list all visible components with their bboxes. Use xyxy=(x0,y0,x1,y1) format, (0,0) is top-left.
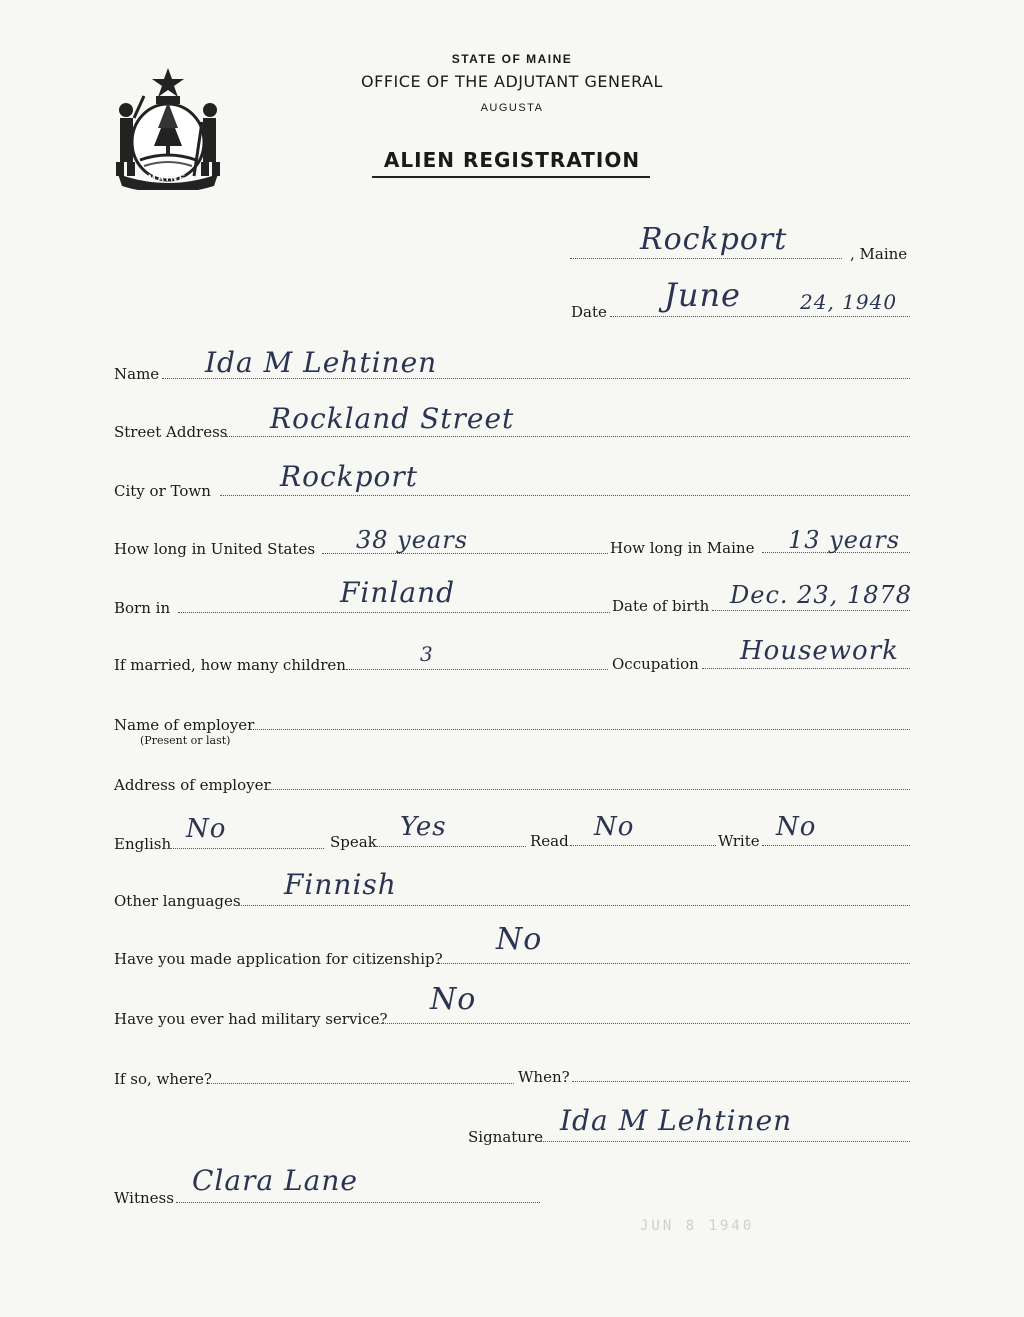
employer-name-label: Name of employer xyxy=(114,716,255,734)
read-value: No xyxy=(594,812,635,842)
born-in-label: Born in xyxy=(114,599,171,617)
occupation-label: Occupation xyxy=(612,655,699,673)
header-city: AUGUSTA xyxy=(480,102,544,114)
military-line xyxy=(376,1023,910,1024)
how-long-us-value: 38 years xyxy=(356,526,469,554)
signature-line xyxy=(540,1141,910,1142)
signature-value: Ida M Lehtinen xyxy=(560,1104,793,1137)
employer-address-line xyxy=(268,789,910,790)
witness-value: Clara Lane xyxy=(192,1164,358,1197)
born-in-value: Finland xyxy=(340,576,456,609)
occupation-line xyxy=(702,668,910,669)
signature-label: Signature xyxy=(468,1128,544,1146)
born-in-line xyxy=(178,612,610,613)
header-office: OFFICE OF THE ADJUTANT GENERAL xyxy=(361,72,663,91)
header-state: STATE OF MAINE xyxy=(451,52,573,66)
read-line xyxy=(570,845,716,846)
where-line xyxy=(208,1083,514,1084)
title-underline xyxy=(372,176,650,178)
city-line xyxy=(220,495,910,496)
children-label: If married, how many children xyxy=(114,656,346,674)
occupation-value: Housework xyxy=(740,636,899,666)
speak-label: Speak xyxy=(330,833,377,851)
town-suffix-label: , Maine xyxy=(850,245,908,263)
form-title: ALIEN REGISTRATION xyxy=(383,148,641,172)
received-stamp: JUN 8 1940 xyxy=(640,1218,755,1234)
how-long-maine-label: How long in Maine xyxy=(610,539,755,557)
other-languages-line xyxy=(234,905,910,906)
children-line xyxy=(346,669,608,670)
english-value: No xyxy=(186,814,227,844)
date-line xyxy=(610,316,910,317)
write-value: No xyxy=(776,812,817,842)
write-label: Write xyxy=(718,832,760,850)
date-of-birth-label: Date of birth xyxy=(612,597,710,615)
citizenship-line xyxy=(436,963,910,964)
name-value: Ida M Lehtinen xyxy=(205,346,438,379)
street-address-line xyxy=(226,436,910,437)
city-value: Rockport xyxy=(280,460,419,493)
street-address-value: Rockland Street xyxy=(270,402,515,435)
other-languages-value: Finnish xyxy=(284,868,397,901)
children-value: 3 xyxy=(420,642,434,666)
where-label: If so, where? xyxy=(114,1070,212,1088)
how-long-us-label: How long in United States xyxy=(114,540,316,558)
employer-address-label: Address of employer xyxy=(114,776,271,794)
witness-label: Witness xyxy=(114,1189,174,1207)
citizenship-label: Have you made application for citizenship? xyxy=(114,950,443,968)
citizenship-value: No xyxy=(496,922,543,957)
date-of-birth-value: Dec. 23, 1878 xyxy=(730,581,913,609)
speak-value: Yes xyxy=(400,812,447,842)
speak-line xyxy=(374,846,526,847)
name-label: Name xyxy=(114,365,160,383)
date-of-birth-line xyxy=(712,610,910,611)
other-languages-label: Other languages xyxy=(114,892,241,910)
write-line xyxy=(762,845,910,846)
when-label: When? xyxy=(518,1068,570,1086)
english-line xyxy=(168,848,324,849)
employer-note: (Present or last) xyxy=(140,734,231,747)
military-label: Have you ever had military service? xyxy=(114,1010,388,1028)
military-value: No xyxy=(430,982,477,1017)
employer-name-line xyxy=(250,729,910,730)
how-long-maine-value: 13 years xyxy=(788,526,901,554)
english-label: English xyxy=(114,835,172,853)
date-month-value: June xyxy=(664,276,741,314)
witness-line xyxy=(176,1202,540,1203)
when-line xyxy=(572,1081,910,1082)
town-line xyxy=(570,258,842,259)
date-label: Date xyxy=(571,303,607,321)
street-address-label: Street Address xyxy=(114,423,228,441)
date-day-year-value: 24, 1940 xyxy=(800,290,898,314)
town-value: Rockport xyxy=(640,222,788,257)
seal-banner-text: MAINE xyxy=(148,173,187,183)
city-label: City or Town xyxy=(114,482,211,500)
read-label: Read xyxy=(530,832,569,850)
